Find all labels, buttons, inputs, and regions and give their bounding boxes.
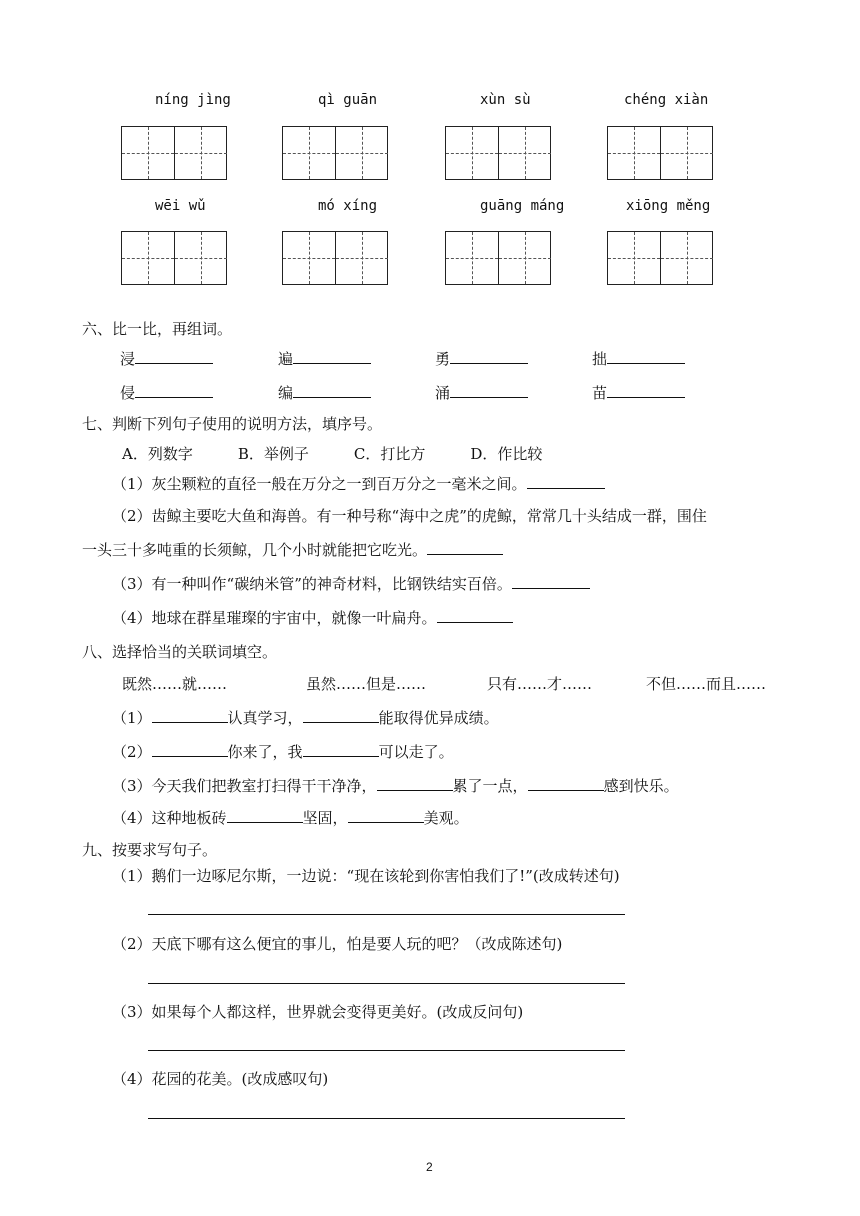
section6-title: 六、比一比，再组词。 <box>82 320 233 338</box>
writing-grid[interactable] <box>121 126 227 180</box>
answer-blank[interactable] <box>377 775 453 791</box>
word-item[interactable]: 编 <box>278 382 371 403</box>
answer-blank[interactable] <box>348 807 424 823</box>
section7-title: 七、判断下列句子使用的说明方法，填序号。 <box>82 415 383 433</box>
section8-title: 八、选择恰当的关联词填空。 <box>82 643 278 661</box>
writing-grid[interactable] <box>607 126 713 180</box>
word-item[interactable]: 侵 <box>120 382 213 403</box>
answer-blank[interactable] <box>527 473 605 489</box>
answer-blank[interactable] <box>152 741 228 757</box>
pinyin-label: xùn sù <box>480 92 531 108</box>
answer-blank[interactable] <box>437 607 513 623</box>
answer-blank[interactable] <box>512 573 590 589</box>
answer-line[interactable] <box>148 914 625 915</box>
page-number: 2 <box>426 1160 433 1174</box>
question-continued: 一头三十多吨重的长须鲸，几个小时就能把它吃光。 <box>82 539 503 560</box>
question: （1） 认真学习， 能取得优异成绩。 <box>112 709 499 727</box>
answer-blank[interactable] <box>427 539 503 555</box>
question: （1）灰尘颗粒的直径一般在万分之一到百万分之一毫米之间。 <box>112 473 605 494</box>
question: （3）如果每个人都这样，世界就会变得更美好。(改成反问句) <box>112 1003 524 1021</box>
section9-title: 九、按要求写句子。 <box>82 841 218 859</box>
writing-grid[interactable] <box>282 231 388 285</box>
question: （3）今天我们把教室打扫得干干净净， 累了一点， 感到快乐。 <box>112 777 679 795</box>
word-item[interactable]: 涌 <box>435 382 528 403</box>
conjunction-word: 虽然……但是…… <box>306 675 427 693</box>
pinyin-label: chéng xiàn <box>624 92 709 108</box>
answer-blank[interactable] <box>227 807 303 823</box>
answer-blank[interactable] <box>152 707 228 723</box>
question: （3）有一种叫作“碳纳米管”的神奇材料，比钢铁结实百倍。 <box>112 573 590 594</box>
writing-grid[interactable] <box>607 231 713 285</box>
writing-grid[interactable] <box>282 126 388 180</box>
question: （4）地球在群星璀璨的宇宙中，就像一叶扁舟。 <box>112 607 513 628</box>
question: （1）鹅们一边啄尼尔斯，一边说：“现在该轮到你害怕我们了!”(改成转述句) <box>112 867 620 885</box>
writing-grid[interactable] <box>445 231 551 285</box>
conjunction-word: 只有……才…… <box>487 675 593 693</box>
question: （4）这种地板砖 坚固， 美观。 <box>112 809 469 827</box>
answer-blank[interactable] <box>303 741 379 757</box>
pinyin-label: guāng máng <box>480 198 565 214</box>
pinyin-label: mó xíng <box>318 198 378 214</box>
answer-line[interactable] <box>148 1118 625 1119</box>
conjunction-word: 不但……而且…… <box>646 675 767 693</box>
question: （4）花园的花美。(改成感叹句) <box>112 1070 329 1088</box>
word-item[interactable]: 遍 <box>278 348 371 369</box>
word-item[interactable]: 拙 <box>592 348 685 369</box>
answer-blank[interactable] <box>303 707 379 723</box>
question: （2）天底下哪有这么便宜的事儿，怕是要人玩的吧？（改成陈述句) <box>112 935 563 953</box>
writing-grid[interactable] <box>445 126 551 180</box>
word-item[interactable]: 浸 <box>120 348 213 369</box>
answer-line[interactable] <box>148 1050 625 1051</box>
question: （2）齿鲸主要吃大鱼和海兽。有一种号称“海中之虎”的虎鲸，常常几十头结成一群，围住 <box>112 507 707 525</box>
pinyin-label: qì guān <box>318 92 378 108</box>
word-item[interactable]: 苗 <box>592 382 685 403</box>
pinyin-label: wēi wǔ <box>155 198 206 214</box>
answer-line[interactable] <box>148 983 625 984</box>
pinyin-label: xiōng měng <box>626 198 711 214</box>
options-line: A．列数字 B．举例子 C．打比方 D．作比较 <box>122 445 543 463</box>
writing-grid[interactable] <box>121 231 227 285</box>
conjunction-word: 既然……就…… <box>122 675 228 693</box>
word-item[interactable]: 勇 <box>435 348 528 369</box>
answer-blank[interactable] <box>528 775 604 791</box>
pinyin-label: níng jìng <box>155 92 231 108</box>
question: （2） 你来了，我 可以走了。 <box>112 743 454 761</box>
